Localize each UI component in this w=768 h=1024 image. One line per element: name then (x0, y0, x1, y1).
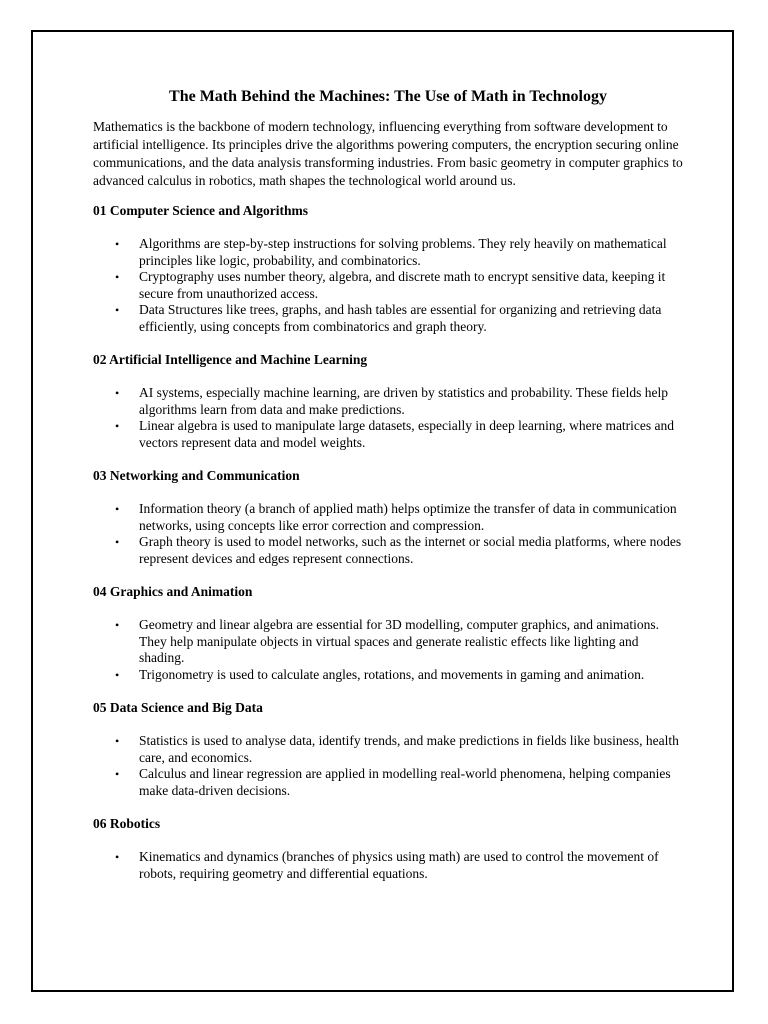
list-item (93, 534, 683, 567)
section-01 (93, 202, 683, 335)
section-heading: 04 Graphics and Animation (93, 584, 253, 599)
intro-paragraph: Mathematics is the backbone of modern technology, influencing everything from software development to artificial intelligence. Its principles drive the algorithms powering computers, the encryption securing online communications, and the data analysis transforming industries. From basic geometry in computer graphics to advanced calculus in robotics, math shapes the technological world around us. (93, 119, 683, 188)
bullet-icon: • (115, 850, 120, 864)
section-heading: 05 Data Science and Big Data (93, 700, 263, 715)
bullet-text: Information theory (a branch of applied math) helps optimize the transfer of data in communication networks, using concepts like error correction and compression. (139, 501, 677, 533)
bullet-list (93, 385, 683, 451)
bullet-text: Linear algebra is used to manipulate large datasets, especially in deep learning, where matrices and vectors represent data and model weights. (139, 418, 675, 450)
bullet-text: Geometry and linear algebra are essential for 3D modelling, computer graphics, and animations. They help manipulate objects in virtual spaces and generate realistic effects like lighting and shading. (139, 617, 659, 665)
list-item (93, 617, 683, 667)
bullet-icon: • (115, 386, 120, 400)
bullet-icon: • (115, 734, 120, 748)
bullet-icon: • (115, 270, 120, 284)
bullet-list (93, 733, 683, 799)
bullet-icon: • (115, 419, 120, 433)
bullet-list (93, 236, 683, 335)
bullet-text: Algorithms are step-by-step instructions for solving problems. They rely heavily on mathematical principles like logic, probability, and combinatorics. (139, 236, 667, 268)
bullet-icon: • (115, 667, 120, 682)
section-04 (93, 583, 683, 683)
list-item (93, 302, 683, 335)
bullet-text: AI systems, especially machine learning, are driven by statistics and probability. These fields help algorithms learn from data and make predictions. (139, 385, 668, 417)
list-item (93, 766, 683, 799)
section-05 (93, 699, 683, 799)
section-heading: 01 Computer Science and Algorithms (93, 203, 308, 218)
document-body (93, 86, 683, 898)
bullet-icon: • (115, 618, 120, 632)
list-item (93, 418, 683, 451)
section-03 (93, 467, 683, 567)
section-heading: 06 Robotics (93, 816, 161, 831)
bullet-icon: • (115, 237, 120, 251)
bullet-list (93, 617, 683, 683)
bullet-text: Data Structures like trees, graphs, and hash tables are essential for organizing and retrieving data efficiently, using concepts from combinatorics and graph theory. (139, 302, 662, 334)
bullet-text: Trigonometry is used to calculate angles, rotations, and movements in gaming and animation. (139, 666, 645, 682)
bullet-list (93, 849, 683, 882)
section-02 (93, 351, 683, 451)
bullet-text: Graph theory is used to model networks, such as the internet or social media platforms, where nodes represent devices and edges represent connections. (139, 534, 682, 566)
list-item (93, 501, 683, 534)
section-06 (93, 815, 683, 882)
bullet-list (93, 501, 683, 567)
bullet-text: Kinematics and dynamics (branches of physics using math) are used to control the movement of robots, requiring geometry and differential equations. (139, 849, 659, 881)
section-heading: 02 Artificial Intelligence and Machine Learning (93, 352, 368, 367)
bullet-text: Calculus and linear regression are applied in modelling real-world phenomena, helping companies make data-driven decisions. (139, 766, 671, 798)
list-item (93, 733, 683, 766)
section-heading: 03 Networking and Communication (93, 468, 300, 483)
bullet-icon: • (115, 535, 120, 549)
bullet-icon: • (115, 502, 120, 516)
list-item (93, 269, 683, 302)
bullet-icon: • (115, 767, 120, 781)
list-item (93, 667, 683, 684)
list-item (93, 385, 683, 418)
bullet-text: Statistics is used to analyse data, identify trends, and make predictions in fields like business, health care, and economics. (139, 733, 679, 765)
document-title: The Math Behind the Machines: The Use of Math in Technology (169, 88, 607, 105)
list-item (93, 236, 683, 269)
bullet-icon: • (115, 303, 120, 317)
list-item (93, 849, 683, 882)
bullet-text: Cryptography uses number theory, algebra, and discrete math to encrypt sensitive data, keeping it secure from unauthorized access. (139, 269, 666, 301)
